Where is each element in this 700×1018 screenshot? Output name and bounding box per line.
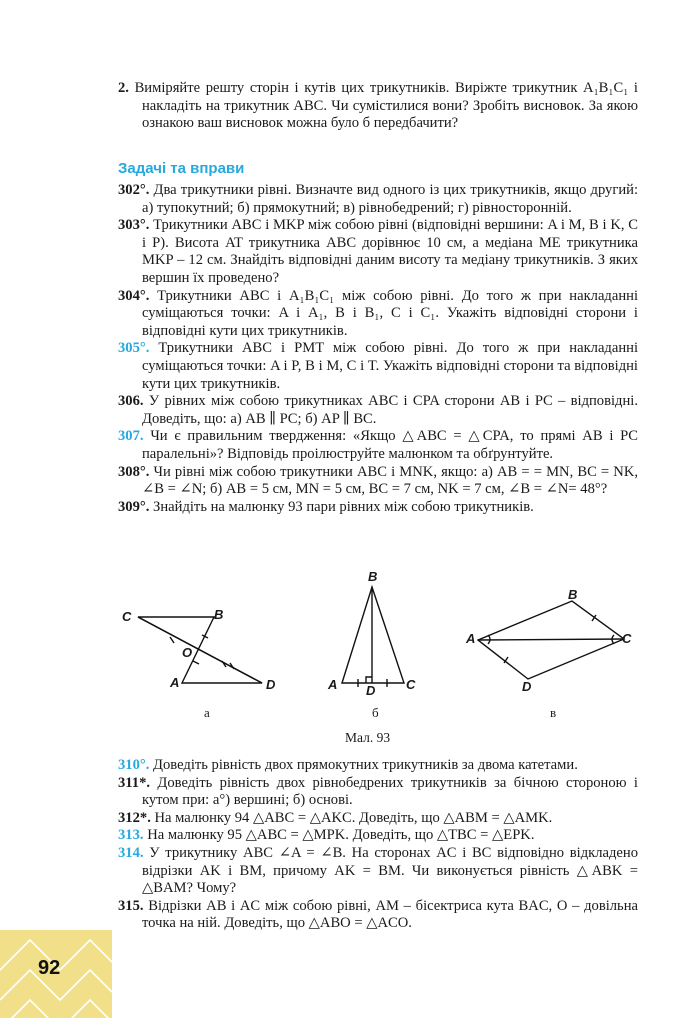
problems-list-1 xyxy=(118,182,638,516)
figure-sub-c: в xyxy=(550,705,557,720)
problem-text: У трикутнику ABC ∠A = ∠B. На сторонах AC і BC відповідно відкладено відрізки AK і BM, причому AK = BM. Чи виконується рівність △ABK = △BAM? Чому? xyxy=(142,844,639,897)
problem-number: 313. xyxy=(118,827,144,844)
page-number: 92 xyxy=(38,957,61,979)
problem-text: У рівних між собою трикутниках ABC і CPA сторони AB і PC – відповідні. Доведіть, що: а) AB ∥ PC; б) AP ∥ BC. xyxy=(142,393,638,427)
figure-caption: Мал. 93 xyxy=(345,730,391,745)
problem-305 xyxy=(118,340,638,393)
label-b-B: B xyxy=(368,569,378,584)
problem-311 xyxy=(118,775,638,810)
problem-306 xyxy=(118,393,638,428)
label-b-A: A xyxy=(328,677,338,692)
label-b-D: D xyxy=(366,683,376,698)
problem-313 xyxy=(118,827,638,845)
problem-number: 311*. xyxy=(118,774,151,791)
problem-315 xyxy=(118,898,638,933)
top-paragraph xyxy=(118,80,638,133)
figure-sub-a: а xyxy=(204,705,210,720)
problem-text: Знайдіть на малюнку 93 пари рівних між собою трикутників. xyxy=(153,498,534,515)
label-c-D: D xyxy=(522,679,532,694)
problem-text: Виміряйте решту сторін і кутів цих трикутників. Виріжте трикутник A₁B₁C₁ і накладіть на трикутник ABC. Чи сумістилися вони? Зробіть висновок. За якою ознакою ваш висновок можна було б передбачити? xyxy=(134,80,638,132)
problem-number: 307. xyxy=(118,428,144,445)
problem-number: 304°. xyxy=(118,287,150,304)
problem-number: 2. xyxy=(118,80,129,96)
label-a-D: D xyxy=(266,677,276,692)
problem-307 xyxy=(118,428,638,463)
label-c-A: A xyxy=(466,631,476,646)
problem-text: Чи рівні між собою трикутники ABC і MNK, якщо: а) AB = = MN, BC = NK, ∠B = ∠N; б) AB = 5 см, MN = 5 см, BC = 7 см, NK = 7 см, ∠B = ∠N= 48°? xyxy=(142,463,639,498)
problem-314 xyxy=(118,845,638,898)
problem-text: На малюнку 94 △ABC = △AKC. Доведіть, що △ABM = △AMK. xyxy=(154,809,553,826)
problem-text: Два трикутники рівні. Визначте вид одного із цих трикутників, якщо другий: а) тупокутний; б) прямокутний; в) рівнобедрений; г) рівносторонній. xyxy=(142,182,639,216)
problem-text: На малюнку 95 △ABC = △MPK. Доведіть, що △TBC = △EPK. xyxy=(147,827,535,844)
problem-text: Доведіть рівність двох рівнобедрених трикутників за бічною стороною і кутом при: а°) вершині; б) основі. xyxy=(142,774,638,809)
problem-312 xyxy=(118,810,638,828)
problem-304 xyxy=(118,288,638,341)
problem-number: 302°. xyxy=(118,182,150,198)
problem-text: Трикутники ABC і A₁B₁C₁ між собою рівні. До того ж при накладанні суміщаються точки: A і A₁, B і B₁, C і C₁. Укажіть відповідні сторони і відповідні кути цих трикутників. xyxy=(142,287,639,339)
label-c-B: B xyxy=(568,587,578,602)
problem-number: 308°. xyxy=(118,463,150,480)
problem-number: 310°. xyxy=(118,757,150,773)
problem-309 xyxy=(118,499,638,517)
label-c-C: C xyxy=(622,631,632,646)
label-a-B: B xyxy=(214,607,224,622)
problem-310 xyxy=(118,757,638,775)
figure-c-diagonal xyxy=(478,639,624,640)
problem-number: 303°. xyxy=(118,217,150,234)
problem-text: Відрізки AB і AC між собою рівні, AM – бісектриса кута BAC, O – довільна точка на ній. Доведіть, що △ABO = △ACO. xyxy=(142,897,639,932)
problem-302 xyxy=(118,182,638,217)
figure-b-triangle xyxy=(342,587,404,683)
problem-number: 306. xyxy=(118,393,144,410)
figure-93 xyxy=(110,565,650,745)
label-b-C: C xyxy=(406,677,416,692)
figure-a-diagonal-cd xyxy=(138,617,262,683)
label-a-A: A xyxy=(170,675,180,690)
label-a-C: C xyxy=(122,609,132,624)
label-a-O: O xyxy=(182,645,193,660)
problem-number: 309°. xyxy=(118,498,150,515)
problem-number: 312*. xyxy=(118,809,151,826)
problem-303 xyxy=(118,217,638,287)
section-title: Задачі та вправи xyxy=(118,160,245,177)
problem-308 xyxy=(118,464,638,499)
problem-text: Чи є правильним твердження: «Якщо △ABC = △CPA, то прямі AB і PC паралельні»? Відповідь проілюструйте малюнком та обґрунтуйте. xyxy=(142,428,638,462)
problem-text: Доведіть рівність двох прямокутних трикутників за двома катетами. xyxy=(153,757,578,773)
problem-number: 314. xyxy=(118,844,144,861)
problems-list-2 xyxy=(118,757,638,933)
problem-text: Трикутники ABC і MKP між собою рівні (відповідні вершини: A і M, B і K, C і P). Висота AT трикутника ABC дорівнює 10 см, а медіана ME трикутника MKP – 12 см. Знайдіть відповідні даним висоту та медіану трикутників. З яких вершин їх проведено? xyxy=(142,217,639,286)
problem-number: 305°. xyxy=(118,340,150,357)
figure-sub-b: б xyxy=(372,705,379,720)
problem-2 xyxy=(118,80,638,133)
problem-text: Трикутники ABC і PMT між собою рівні. До того ж при накладанні суміщаються точки: A і P, B і M, C і T. Укажіть відповідні сторони та відповідні кути цих трикутників. xyxy=(142,340,638,392)
problem-number: 315. xyxy=(118,897,144,914)
